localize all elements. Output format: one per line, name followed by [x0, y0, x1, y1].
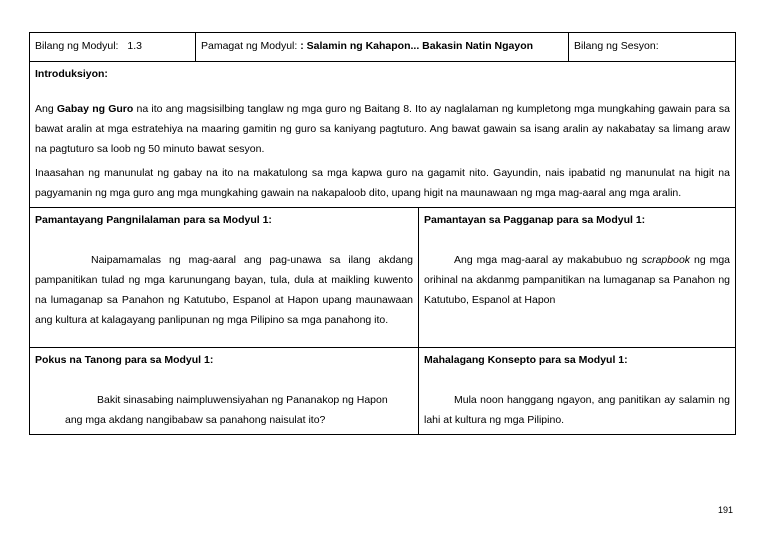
intro-p1-bold: Gabay ng Guro — [56, 103, 134, 115]
pamagat-value: : Salamin ng Kahapon... Bakasin Natin Ngayon — [300, 40, 534, 52]
intro-paragraph-1 — [35, 99, 730, 159]
konsepto-title: Mahalagang Konsepto para sa Modyul 1: — [424, 354, 628, 366]
pangnilalaman-cell — [30, 208, 419, 347]
page-number: 191 — [718, 505, 734, 515]
intro-p1-rest: na ito ang magsisilbing tanglaw ng mga guro ng Baitang 8. Ito ay naglalaman ng kumpletong mga mungkahing gawain para sa bawat aralin at mga estratehiya na maaring gamitin ng guro sa kaniyang pagtuturo. Ang bawat gawain sa isang aralin ay nakabatay sa limang araw na pagtuturo sa loob ng 50 minuto bawat sesyon. — [35, 103, 731, 155]
header-row — [30, 33, 735, 62]
pagganap-cell — [419, 208, 735, 347]
modyul-label: Bilang ng Modyul: — [35, 40, 119, 52]
pokus-cell — [30, 348, 419, 434]
intro-p1-prefix: Ang — [35, 103, 54, 115]
intro-title: Introduksiyon: — [35, 68, 108, 80]
pamagat-label: Pamagat ng Modyul: — [201, 40, 298, 52]
pagganap-text-after: ng mga orihinal na akdanmg pampanitikan na lumaganap sa Panahon ng Katutubo, Espanol at Hapon — [424, 254, 731, 306]
sesyon-label: Bilang ng Sesyon: — [574, 40, 659, 52]
pamagat-cell — [196, 33, 569, 61]
pokus-row — [30, 348, 735, 434]
pokus-text-line1: Bakit sinasabing naimpluwensiyahan ng Pananakop ng Hapon — [97, 394, 388, 406]
pagganap-text-italic: scrapbook — [641, 254, 691, 266]
sesyon-cell — [569, 33, 735, 61]
intro-paragraph-2: Inaasahan ng manunulat ng gabay na ito na makatulong sa mga kapwa guro na gagamit nito. Gayundin, nais ipabatid ng manunulat na higit na pagyamanin ng mga guro ang mga mungkahing gawain na nakapaloob dito, upang higit na maunawaan ng mga mag-aaral ang mga aralin. — [35, 167, 730, 199]
pangnilalaman-title: Pamantayang Pangnilalaman para sa Modyul 1: — [35, 214, 272, 226]
intro-row — [30, 62, 735, 208]
module-table — [29, 32, 736, 435]
modyul-cell — [30, 33, 196, 61]
pokus-text-line2: ang mga akdang nangibabaw sa panahong naisulat ito? — [65, 414, 326, 426]
konsepto-cell — [419, 348, 735, 434]
pangnilalaman-text: Naipamamalas ng mag-aaral ang pag-unawa sa ilang akdang pampanitikan tulad ng mga karunungang bayan, tula, dula at maikling kuwento na lumaganap sa Panahon ng Katutubo, Espanol at Hapon upang maunawaan ang kultura at kalagayang panlipunan ng mga Pilipino sa mga panahong ito. — [35, 254, 413, 326]
pagganap-text — [424, 250, 730, 310]
pagganap-title: Pamantayan sa Pagganap para sa Modyul 1: — [424, 214, 646, 226]
pagganap-text-before: Ang mga mag-aaral ay makabubuo ng — [454, 254, 638, 266]
modyul-value: 1.3 — [127, 40, 142, 52]
intro-cell — [30, 62, 735, 207]
pamantayan-row — [30, 208, 735, 348]
konsepto-text: Mula noon hanggang ngayon, ang panitikan ay salamin ng lahi at kultura ng mga Pilipino. — [424, 394, 730, 426]
pokus-title: Pokus na Tanong para sa Modyul 1: — [35, 354, 214, 366]
